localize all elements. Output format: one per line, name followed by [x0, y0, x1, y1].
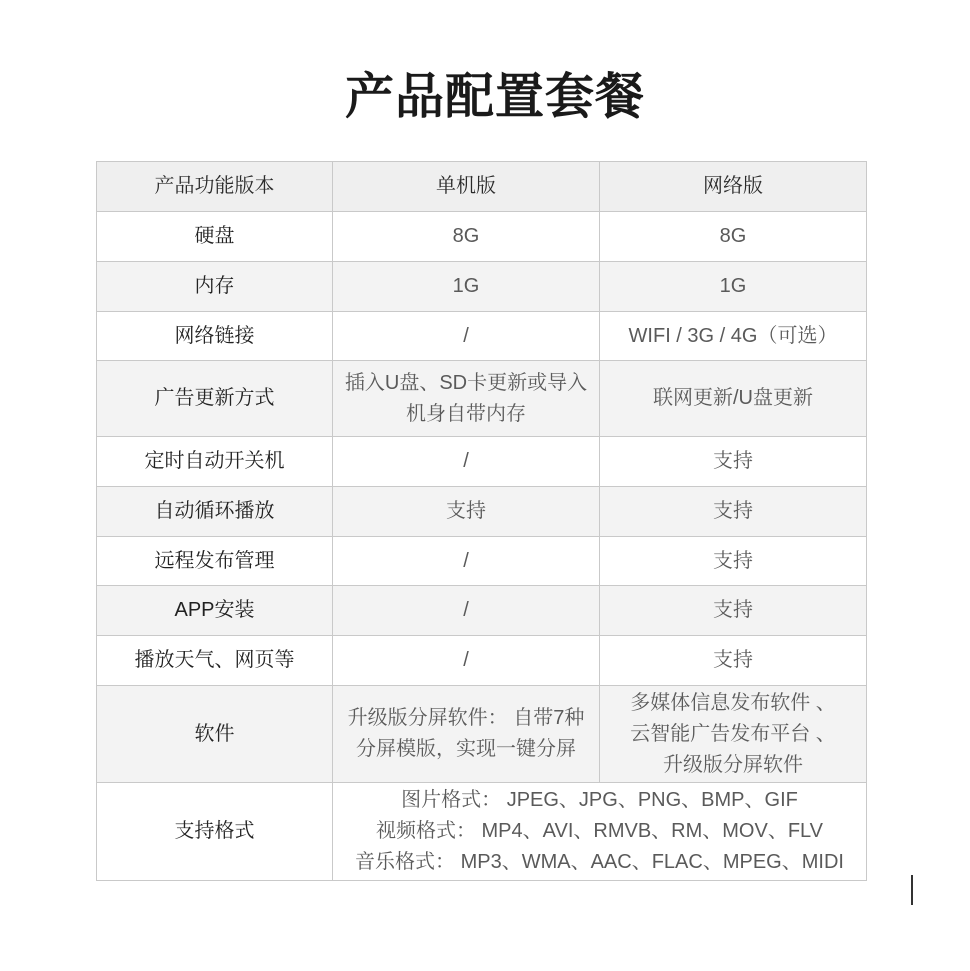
standalone-cell — [333, 212, 600, 262]
table-row — [97, 262, 867, 312]
feature-cell: 网络链接 — [97, 312, 333, 361]
cell-line: / — [463, 549, 469, 572]
feature-cell: 广告更新方式 — [97, 361, 333, 437]
standalone-cell — [333, 686, 600, 783]
feature-cell: 自动循环播放 — [97, 487, 333, 537]
table-row — [97, 537, 867, 586]
page-title: 产品配置套餐 — [344, 70, 645, 124]
network-cell — [600, 312, 867, 361]
network-cell — [600, 262, 867, 312]
standalone-cell — [333, 361, 600, 437]
table-row — [97, 437, 867, 487]
table-row — [97, 686, 867, 783]
header-standalone-cell: 单机版 — [333, 162, 600, 212]
feature-cell: APP安装 — [97, 586, 333, 636]
cell-line: 支持 — [713, 649, 753, 671]
cell-line: 分屏模版，实现一键分屏 — [356, 738, 576, 760]
table-row — [97, 636, 867, 686]
table-row-formats — [97, 783, 867, 881]
network-cell — [600, 361, 867, 437]
feature-cell: 软件 — [97, 686, 333, 783]
network-cell — [600, 586, 867, 636]
cell-line: 升级版分屏软件： 自带7种 — [347, 707, 585, 729]
network-cell — [600, 537, 867, 586]
cell-line: 1G — [719, 275, 747, 297]
network-cell — [600, 636, 867, 686]
cell-line: 8G — [719, 225, 747, 247]
cell-line: 支持 — [713, 450, 753, 472]
format-line-audio: 音乐格式： MP3、WMA、AAC、FLAC、MPEG、MIDI — [355, 851, 844, 873]
network-cell — [600, 686, 867, 783]
feature-cell: 硬盘 — [97, 212, 333, 262]
cell-line: 8G — [452, 225, 480, 247]
cell-line: / — [463, 450, 469, 472]
cell-line: 多媒体信息发布软件 、 — [630, 691, 836, 714]
format-line-image: 图片格式： JPEG、JPG、PNG、BMP、GIF — [401, 789, 798, 811]
network-cell — [600, 437, 867, 487]
cell-line: 支持 — [713, 599, 753, 621]
table-header-row — [97, 162, 867, 212]
header-feature-cell: 产品功能版本 — [97, 162, 333, 212]
cell-line: 支持 — [446, 500, 486, 522]
product-config-table — [96, 161, 867, 881]
standalone-cell — [333, 312, 600, 361]
feature-cell: 支持格式 — [97, 783, 333, 881]
feature-cell: 定时自动开关机 — [97, 437, 333, 487]
standalone-cell — [333, 586, 600, 636]
table-row — [97, 487, 867, 537]
standalone-cell — [333, 487, 600, 537]
format-line-video: 视频格式： MP4、AVI、RMVB、RM、MOV、FLV — [375, 820, 824, 842]
cell-line: 云智能广告发布平台 、 — [630, 722, 836, 745]
feature-cell: 远程发布管理 — [97, 537, 333, 586]
standalone-cell — [333, 636, 600, 686]
table-row — [97, 586, 867, 636]
cell-line: 1G — [452, 275, 480, 297]
formats-cell — [333, 783, 867, 881]
standalone-cell — [333, 262, 600, 312]
cell-line: WIFI / 3G / 4G（可选） — [628, 324, 838, 347]
cell-line: 升级版分屏软件 — [663, 753, 803, 776]
cell-line: 机身自带内存 — [406, 402, 526, 425]
cell-line: / — [463, 324, 469, 347]
feature-cell: 播放天气、网页等 — [97, 636, 333, 686]
network-cell — [600, 212, 867, 262]
header-network-cell: 网络版 — [600, 162, 867, 212]
table-row — [97, 361, 867, 437]
standalone-cell — [333, 537, 600, 586]
cell-line: 支持 — [713, 549, 753, 572]
cell-line: 插入U盘、SD卡更新或导入 — [344, 371, 588, 394]
standalone-cell — [333, 437, 600, 487]
feature-cell: 内存 — [97, 262, 333, 312]
table-row — [97, 212, 867, 262]
table-row — [97, 312, 867, 361]
cell-line: / — [463, 649, 469, 671]
network-cell — [600, 487, 867, 537]
cell-line: 联网更新/U盘更新 — [653, 387, 813, 409]
cell-line: / — [463, 599, 469, 621]
cell-line: 支持 — [713, 500, 753, 522]
vertical-bar-mark — [911, 875, 913, 905]
